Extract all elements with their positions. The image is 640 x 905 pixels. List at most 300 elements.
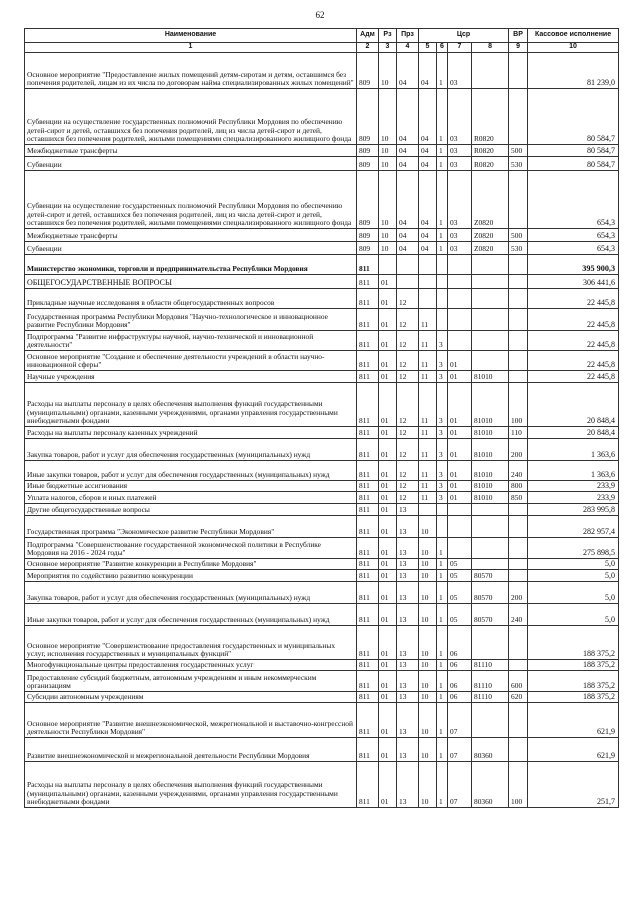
row-rz: 01 (379, 439, 397, 461)
row-prz: 12 (397, 289, 419, 309)
row-csr-subprogram: 1 (437, 89, 448, 145)
row-prz: 04 (397, 157, 419, 171)
row-amount: 188 375,2 (528, 692, 619, 703)
row-vr (509, 516, 528, 538)
row-amount: 20 848,4 (528, 383, 619, 427)
row-adm: 811 (357, 538, 379, 559)
row-csr-direction (472, 538, 509, 559)
row-name: Субвенции (25, 157, 357, 171)
row-name: Предоставление субсидий бюджетным, автономным учреждениям и иным некоммерческим организациям (25, 671, 357, 692)
row-rz: 01 (379, 604, 397, 626)
row-csr-subprogram (437, 275, 448, 289)
row-rz: 01 (379, 309, 397, 331)
row-amount: 621,9 (528, 703, 619, 738)
row-csr-direction (472, 331, 509, 351)
row-vr: 100 (509, 762, 528, 808)
row-vr: 100 (509, 383, 528, 427)
row-csr-direction (472, 559, 509, 570)
row-csr-subprogram: 1 (437, 229, 448, 242)
row-csr-event: 01 (448, 383, 472, 427)
table-row (25, 516, 619, 538)
row-csr-direction (472, 516, 509, 538)
row-name: Закупка товаров, работ и услуг для обеспечения государственных (муниципальных) нужд (25, 439, 357, 461)
row-vr: 200 (509, 582, 528, 604)
row-amount: 188 375,2 (528, 626, 619, 660)
row-csr-direction: Z0820 (472, 171, 509, 229)
row-adm: 811 (357, 331, 379, 351)
row-csr-direction: 80360 (472, 762, 509, 808)
table-row (25, 671, 619, 692)
row-csr-subprogram: 3 (437, 331, 448, 351)
row-csr-subprogram: 3 (437, 439, 448, 461)
row-csr-direction: 81010 (472, 371, 509, 383)
row-csr-subprogram: 1 (437, 671, 448, 692)
row-csr-event: 03 (448, 89, 472, 145)
table-row (25, 604, 619, 626)
header-row (25, 29, 619, 43)
row-amount: 283 995,8 (528, 504, 619, 516)
column-number: 7 (448, 43, 472, 53)
row-csr-program: 10 (419, 516, 437, 538)
table-row (25, 53, 619, 89)
row-amount: 275 898,5 (528, 538, 619, 559)
row-vr (509, 703, 528, 738)
column-number: 1 (25, 43, 357, 53)
table-row (25, 171, 619, 229)
header-adm: Адм (357, 29, 379, 43)
row-name: Подпрограмма "Развитие инфраструктуры научной, научно-технической и инновационной деятельности" (25, 331, 357, 351)
table-row (25, 351, 619, 371)
table-row (25, 309, 619, 331)
row-csr-subprogram: 1 (437, 703, 448, 738)
row-vr: 240 (509, 461, 528, 481)
row-name: Основное мероприятие "Развитие конкуренции в Республике Мордовия" (25, 559, 357, 570)
row-vr (509, 275, 528, 289)
row-csr-program: 04 (419, 53, 437, 89)
row-amount: 22 445,8 (528, 309, 619, 331)
table-row (25, 157, 619, 171)
row-adm: 811 (357, 255, 379, 275)
row-name: Субвенции на осуществление государственных полномочий Республики Мордовия по обеспечению детей-сирот и детей, оставшихся без попечения родителей, лиц из числа детей-сирот и детей, оставшихся без попечения родителей, жилыми помещениями специализированного жилищного фонда (25, 171, 357, 229)
row-csr-program (419, 255, 437, 275)
row-csr-program: 11 (419, 331, 437, 351)
row-vr: 800 (509, 481, 528, 492)
row-csr-program: 10 (419, 626, 437, 660)
row-csr-program (419, 289, 437, 309)
row-name: Субвенции (25, 242, 357, 255)
row-name: Иные бюджетные ассигнования (25, 481, 357, 492)
row-vr (509, 371, 528, 383)
row-csr-event: 01 (448, 492, 472, 504)
row-vr: 240 (509, 604, 528, 626)
row-adm: 809 (357, 145, 379, 157)
table-row (25, 331, 619, 351)
row-csr-subprogram: 1 (437, 538, 448, 559)
row-rz: 01 (379, 289, 397, 309)
row-prz: 12 (397, 481, 419, 492)
row-csr-program: 04 (419, 157, 437, 171)
row-adm: 809 (357, 157, 379, 171)
row-csr-direction (472, 703, 509, 738)
row-prz: 04 (397, 242, 419, 255)
row-name: Подпрограмма "Совершенствование государственной экономической политики в Республике Мордовия на 2016 - 2024 годы" (25, 538, 357, 559)
row-adm: 811 (357, 275, 379, 289)
table-row (25, 762, 619, 808)
row-adm: 809 (357, 89, 379, 145)
row-rz: 01 (379, 559, 397, 570)
row-name: Многофункциональные центры предоставления государственных услуг (25, 660, 357, 671)
row-name: Прикладные научные исследования в области общегосударственных вопросов (25, 289, 357, 309)
row-name: Межбюджетные трансферты (25, 229, 357, 242)
row-vr: 500 (509, 229, 528, 242)
row-adm: 811 (357, 692, 379, 703)
row-amount: 1 363,6 (528, 461, 619, 481)
row-csr-subprogram: 1 (437, 242, 448, 255)
row-amount: 80 584,7 (528, 89, 619, 145)
row-prz: 13 (397, 559, 419, 570)
row-adm: 811 (357, 371, 379, 383)
row-csr-event: 07 (448, 703, 472, 738)
row-csr-event: 03 (448, 242, 472, 255)
row-csr-program: 10 (419, 570, 437, 582)
row-adm: 811 (357, 461, 379, 481)
row-prz: 04 (397, 53, 419, 89)
row-amount: 22 445,8 (528, 371, 619, 383)
row-csr-direction: 80360 (472, 738, 509, 762)
table-row (25, 738, 619, 762)
row-rz: 01 (379, 492, 397, 504)
row-csr-subprogram: 3 (437, 481, 448, 492)
row-csr-direction: 81010 (472, 461, 509, 481)
column-number: 3 (379, 43, 397, 53)
row-vr (509, 538, 528, 559)
row-csr-program: 04 (419, 171, 437, 229)
row-csr-subprogram: 1 (437, 53, 448, 89)
row-csr-event: 01 (448, 439, 472, 461)
row-csr-direction: 80570 (472, 604, 509, 626)
row-csr-event: 01 (448, 427, 472, 439)
row-name: Государственная программа Республики Мордовия "Научно-технологическое и инновационное развитие Республики Мордовия" (25, 309, 357, 331)
row-vr (509, 255, 528, 275)
row-rz: 01 (379, 538, 397, 559)
row-adm: 811 (357, 516, 379, 538)
row-csr-program (419, 275, 437, 289)
row-adm: 811 (357, 289, 379, 309)
row-csr-event (448, 275, 472, 289)
row-adm: 809 (357, 242, 379, 255)
row-rz: 01 (379, 275, 397, 289)
row-name: Основное мероприятие "Развитие внешнеэкономической, межрегиональной и выставочно-конгрессной деятельности Республики Мордовия" (25, 703, 357, 738)
row-vr (509, 89, 528, 145)
row-prz (397, 275, 419, 289)
row-csr-subprogram (437, 516, 448, 538)
row-csr-direction (472, 255, 509, 275)
table-row (25, 145, 619, 157)
row-csr-event (448, 309, 472, 331)
row-rz: 01 (379, 427, 397, 439)
row-name: Иные закупки товаров, работ и услуг для обеспечения государственных (муниципальных) нужд (25, 461, 357, 481)
row-rz: 01 (379, 371, 397, 383)
table-row (25, 660, 619, 671)
row-csr-direction: R0820 (472, 157, 509, 171)
row-rz: 01 (379, 671, 397, 692)
row-csr-subprogram (437, 289, 448, 309)
row-csr-event (448, 255, 472, 275)
row-csr-program: 11 (419, 439, 437, 461)
column-number: 2 (357, 43, 379, 53)
table-row (25, 559, 619, 570)
row-csr-program: 10 (419, 671, 437, 692)
row-prz: 12 (397, 383, 419, 427)
row-prz: 13 (397, 762, 419, 808)
row-csr-subprogram: 3 (437, 383, 448, 427)
row-csr-program: 10 (419, 738, 437, 762)
row-amount: 654,3 (528, 229, 619, 242)
row-csr-direction: 80570 (472, 570, 509, 582)
column-number: 4 (397, 43, 419, 53)
row-csr-subprogram: 1 (437, 604, 448, 626)
row-name: Научные учреждения (25, 371, 357, 383)
row-rz: 01 (379, 626, 397, 660)
row-csr-subprogram: 1 (437, 570, 448, 582)
row-csr-event: 05 (448, 570, 472, 582)
row-amount: 20 848,4 (528, 427, 619, 439)
column-number: 8 (472, 43, 509, 53)
row-rz: 01 (379, 516, 397, 538)
row-vr (509, 570, 528, 582)
row-prz: 12 (397, 461, 419, 481)
row-csr-subprogram: 3 (437, 461, 448, 481)
row-amount: 282 957,4 (528, 516, 619, 538)
row-amount: 654,3 (528, 171, 619, 229)
row-rz: 01 (379, 504, 397, 516)
row-name: Субсидии автономным учреждениям (25, 692, 357, 703)
row-rz: 01 (379, 331, 397, 351)
page-number: 62 (315, 10, 325, 20)
table-row (25, 504, 619, 516)
row-csr-event: 03 (448, 157, 472, 171)
table-row (25, 383, 619, 427)
row-csr-direction: 80570 (472, 582, 509, 604)
row-rz: 01 (379, 461, 397, 481)
row-name: Основное мероприятие "Предоставление жилых помещений детям-сиротам и детям, оставшимся без попечения родителей, лицам из их числа по договорам найма специализированных жилых помещений" (25, 53, 357, 89)
table-row (25, 229, 619, 242)
row-vr (509, 626, 528, 660)
row-adm: 811 (357, 309, 379, 331)
row-csr-program: 11 (419, 371, 437, 383)
row-csr-program: 10 (419, 762, 437, 808)
row-csr-event (448, 538, 472, 559)
row-csr-direction (472, 289, 509, 309)
row-vr: 600 (509, 671, 528, 692)
row-csr-direction: 81010 (472, 492, 509, 504)
row-csr-event: 07 (448, 738, 472, 762)
header-prz: Прз (397, 29, 419, 43)
row-prz: 13 (397, 538, 419, 559)
column-number: 9 (509, 43, 528, 53)
table-row (25, 242, 619, 255)
row-rz: 01 (379, 692, 397, 703)
row-adm: 811 (357, 492, 379, 504)
row-amount: 621,9 (528, 738, 619, 762)
row-csr-program: 11 (419, 492, 437, 504)
header-cash: Кассовое исполнение (528, 29, 619, 43)
table-row (25, 439, 619, 461)
header-vr: ВР (509, 29, 528, 43)
row-csr-program: 11 (419, 309, 437, 331)
row-adm: 811 (357, 439, 379, 461)
row-rz: 01 (379, 481, 397, 492)
row-csr-program: 11 (419, 383, 437, 427)
row-csr-subprogram: 1 (437, 738, 448, 762)
row-csr-subprogram: 1 (437, 582, 448, 604)
row-adm: 811 (357, 559, 379, 570)
row-csr-event: 01 (448, 461, 472, 481)
row-prz: 04 (397, 171, 419, 229)
row-csr-event (448, 516, 472, 538)
row-csr-event: 06 (448, 671, 472, 692)
row-csr-program: 10 (419, 582, 437, 604)
table-row (25, 582, 619, 604)
row-csr-event (448, 504, 472, 516)
row-prz: 12 (397, 427, 419, 439)
row-csr-program: 04 (419, 229, 437, 242)
row-name: Министерство экономики, торговли и предпринимательства Республики Мордовия (25, 255, 357, 275)
row-adm: 811 (357, 427, 379, 439)
row-prz: 12 (397, 309, 419, 331)
row-adm: 811 (357, 570, 379, 582)
row-prz: 04 (397, 145, 419, 157)
row-vr: 500 (509, 145, 528, 157)
row-csr-direction: R0820 (472, 145, 509, 157)
row-prz: 12 (397, 439, 419, 461)
row-name: Мероприятия по содействию развитию конкуренции (25, 570, 357, 582)
row-csr-subprogram: 1 (437, 626, 448, 660)
row-prz: 13 (397, 703, 419, 738)
row-adm: 811 (357, 738, 379, 762)
row-csr-program: 10 (419, 660, 437, 671)
row-csr-direction (472, 626, 509, 660)
row-adm: 811 (357, 604, 379, 626)
row-amount: 80 584,7 (528, 157, 619, 171)
row-csr-subprogram: 1 (437, 145, 448, 157)
row-prz: 13 (397, 626, 419, 660)
row-csr-direction (472, 275, 509, 289)
row-rz: 01 (379, 383, 397, 427)
row-csr-direction: 81010 (472, 427, 509, 439)
row-csr-event: 03 (448, 229, 472, 242)
row-prz: 13 (397, 660, 419, 671)
row-adm: 811 (357, 660, 379, 671)
table-row (25, 692, 619, 703)
row-prz: 13 (397, 582, 419, 604)
row-prz: 04 (397, 229, 419, 242)
row-csr-event (448, 331, 472, 351)
row-csr-direction: Z0820 (472, 242, 509, 255)
table-row (25, 570, 619, 582)
row-name: Расходы на выплаты персоналу в целях обеспечения выполнения функций государственными (муниципальными) органами, казенными учреждениями, органами управления государственными внебюджетными фондами (25, 762, 357, 808)
row-rz: 01 (379, 738, 397, 762)
row-amount: 5,0 (528, 582, 619, 604)
row-csr-event: 01 (448, 371, 472, 383)
row-name: Иные закупки товаров, работ и услуг для обеспечения государственных (муниципальных) нужд (25, 604, 357, 626)
row-adm: 811 (357, 582, 379, 604)
table-row (25, 492, 619, 504)
row-csr-direction: 81110 (472, 671, 509, 692)
row-csr-program: 10 (419, 604, 437, 626)
row-prz: 12 (397, 351, 419, 371)
row-csr-event: 03 (448, 145, 472, 157)
row-csr-direction: 81010 (472, 383, 509, 427)
row-prz: 13 (397, 692, 419, 703)
row-amount: 22 445,8 (528, 351, 619, 371)
row-csr-subprogram: 3 (437, 371, 448, 383)
row-rz: 01 (379, 351, 397, 371)
table-row (25, 289, 619, 309)
row-csr-direction (472, 309, 509, 331)
row-vr: 200 (509, 439, 528, 461)
row-csr-program: 10 (419, 538, 437, 559)
row-amount: 5,0 (528, 559, 619, 570)
row-csr-program: 04 (419, 89, 437, 145)
row-name: Другие общегосударственные вопросы (25, 504, 357, 516)
row-csr-program: 10 (419, 703, 437, 738)
row-csr-program: 04 (419, 145, 437, 157)
row-csr-event (448, 289, 472, 309)
row-name: Основное мероприятие "Создание и обеспечение деятельности учреждений в области научно-инновационной сферы" (25, 351, 357, 371)
column-number: 5 (419, 43, 437, 53)
row-vr: 110 (509, 427, 528, 439)
row-csr-subprogram: 1 (437, 171, 448, 229)
row-amount: 251,7 (528, 762, 619, 808)
row-adm: 809 (357, 171, 379, 229)
row-adm: 811 (357, 383, 379, 427)
row-csr-event: 05 (448, 559, 472, 570)
row-amount: 395 900,3 (528, 255, 619, 275)
table-row (25, 371, 619, 383)
row-adm: 811 (357, 351, 379, 371)
row-prz: 12 (397, 331, 419, 351)
row-vr (509, 559, 528, 570)
row-vr: 620 (509, 692, 528, 703)
row-prz: 12 (397, 371, 419, 383)
row-name: Государственная программа "Экономическое развитие Республики Мордовия" (25, 516, 357, 538)
row-vr: 850 (509, 492, 528, 504)
row-amount: 1 363,6 (528, 439, 619, 461)
row-csr-subprogram: 1 (437, 157, 448, 171)
row-amount: 188 375,2 (528, 671, 619, 692)
row-csr-event: 03 (448, 53, 472, 89)
row-adm: 811 (357, 671, 379, 692)
row-csr-event: 06 (448, 692, 472, 703)
row-csr-subprogram: 3 (437, 427, 448, 439)
row-csr-subprogram: 1 (437, 559, 448, 570)
row-name: Уплата налогов, сборов и иных платежей (25, 492, 357, 504)
row-csr-subprogram (437, 255, 448, 275)
row-adm: 809 (357, 53, 379, 89)
row-rz: 01 (379, 660, 397, 671)
row-csr-event: 06 (448, 660, 472, 671)
row-amount: 22 445,8 (528, 331, 619, 351)
row-prz: 13 (397, 604, 419, 626)
row-adm: 811 (357, 626, 379, 660)
row-amount: 233,9 (528, 492, 619, 504)
row-adm: 811 (357, 703, 379, 738)
row-name: Межбюджетные трансферты (25, 145, 357, 157)
table-row (25, 255, 619, 275)
row-csr-subprogram (437, 309, 448, 331)
row-prz (397, 255, 419, 275)
